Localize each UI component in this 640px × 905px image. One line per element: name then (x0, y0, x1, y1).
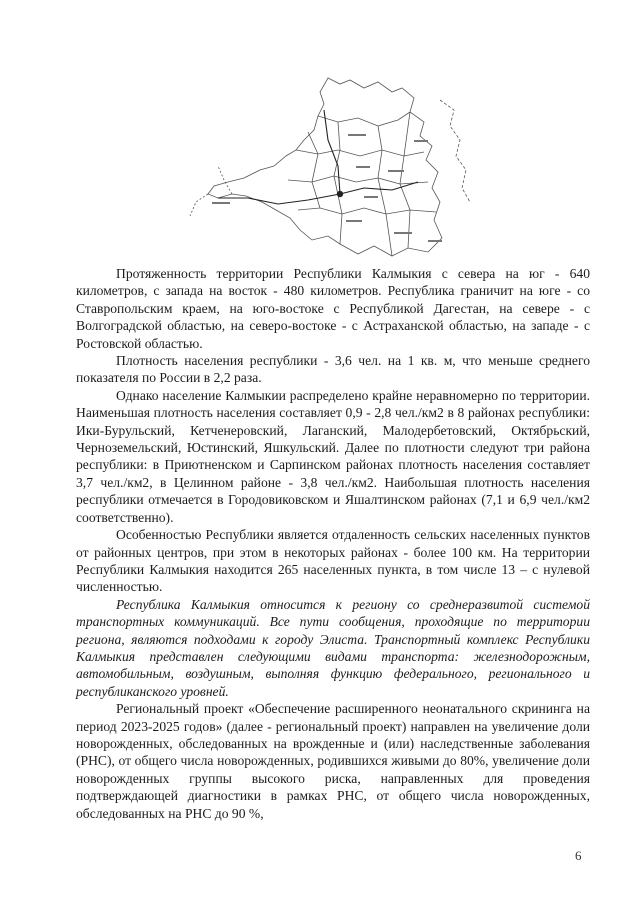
page-number: 6 (575, 848, 582, 863)
paragraph-settlements: Особенностью Республики является отдаленность сельских населенных пунктов от районных центров, при этом в некоторых районах - более 100 км. На территории Республики Калмыкия находится 265 населенных пункта, в том числе 13 – с нулевой численностью. (76, 527, 590, 595)
paragraph-regional-project: Региональный проект «Обеспечение расширенного неонатального скрининга на период 2023-2025 годов» (далее - региональный проект) направлен на увеличение доли новорожденных, обследованных на врожденные и (или) наследственные заболевания (РНС), от общего числа новорожденных, родившихся живыми до 80%, увеличение доли новорожденных группы высокого риска, направленных для проведения подтверждающей диагностики в рамках РНС, от общего числа новорожденных, обследованных на РНС до 90 %, (76, 701, 590, 821)
paragraph-territory: Протяженность территории Республики Калмыкия с севера на юг - 640 километров, с запада на восток - 480 километров. Республика граничит на юге - со Ставропольским краем, на юго-востоке с Республикой Дагестан, на севере - с Волгоградской областью, на северо-востоке - с Астраханской областью, на западе - с Ростовской областью. (76, 266, 590, 351)
body-text (76, 265, 590, 822)
paragraph-density: Плотность населения республики - 3,6 чел. на 1 кв. м, что меньше среднего показателя по России в 2,2 раза. (76, 353, 590, 386)
paragraph-distribution: Однако население Калмыкии распределено крайне неравномерно по территории. Наименьшая плотность населения составляет 0,9 - 2,8 чел./км2 в 8 районах республики: Ики-Бурульский, Кетченеровский, Лаганский, Малодербетовский, Октябрьский, Черноземельский, Юстинский, Яшкульский. Далее по плотности следуют три района республики: в Приютненском и Сарпинском районах плотность населения составляет 3,7 чел./км2, в Целинном районе - 3,8 чел./км2. Наибольшая плотность населения республики отмечается в Городовиковском и Яшалтинском районах (7,1 и 6,9 чел./км2 соответственно). (76, 387, 590, 525)
kalmykia-map-icon (188, 70, 488, 262)
paragraph-transport: Республика Калмыкия относится к региону со среднеразвитой системой транспортных коммуникаций. Все пути сообщения, проходящие по территории региона, являются подходами к городу Элиста. Транспортный комплекс Республики Калмыкия представлен следующими видами транспорта: железнодорожным, автомобильным, воздушным, выполняя функцию федерального, регионального и республиканского уровней. (76, 596, 590, 699)
